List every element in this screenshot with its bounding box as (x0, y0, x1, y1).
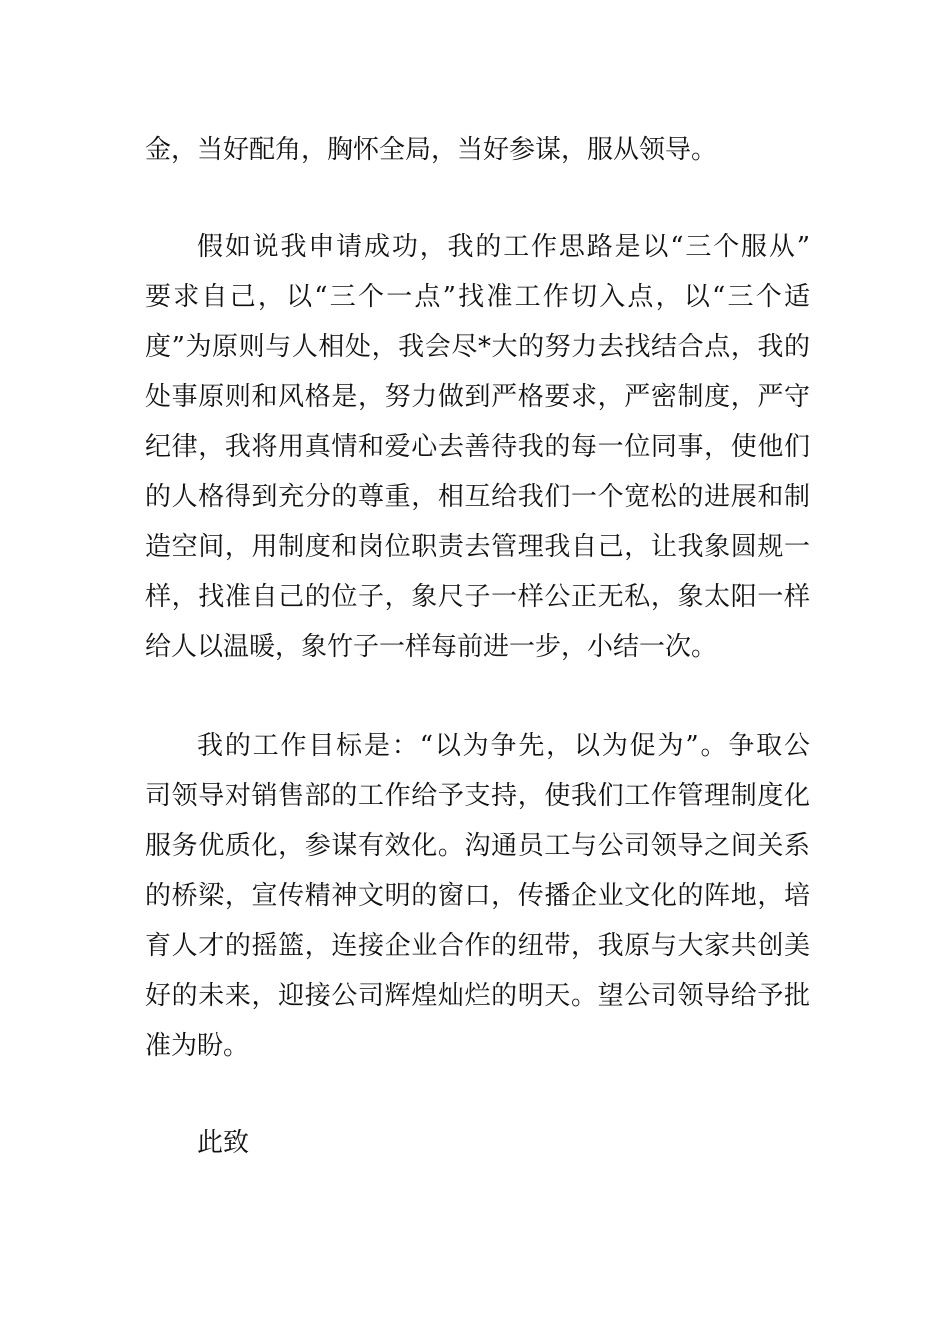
text-line: 样，找准自己的位子，象尺子一样公正无私，象太阳一样 (145, 582, 810, 612)
text-line: 服务优质化，参谋有效化。沟通员工与公司领导之间关系 (145, 831, 810, 861)
text-line: 处事原则和风格是，努力做到严格要求，严密制度，严守 (145, 382, 810, 412)
text-line: 纪律，我将用真情和爱心去善待我的每一位同事，使他们 (145, 432, 810, 462)
text-line: 造空间，用制度和岗位职责去管理我自己，让我象圆规一 (145, 532, 810, 562)
text-line: 度”为原则与人相处，我会尽*大的努力去找结合点，我的 (145, 332, 810, 362)
text-line: 育人才的摇篮，连接企业合作的纽带，我原与大家共创美 (145, 931, 810, 961)
text-line: 我的工作目标是：“以为争先，以为促为”。争取公 (197, 731, 810, 761)
closing-text: 此致 (197, 1128, 250, 1158)
text-line: 假如说我申请成功，我的工作思路是以“三个服从” (197, 232, 810, 262)
text-line: 的人格得到充分的尊重，相互给我们一个宽松的进展和制 (145, 482, 810, 512)
text-line: 的桥梁，宣传精神文明的窗口，传播企业文化的阵地，培 (145, 881, 810, 911)
text-line: 金，当好配角，胸怀全局，当好参谋，服从领导。 (145, 135, 718, 165)
text-line: 给人以温暖，象竹子一样每前进一步，小结一次。 (145, 632, 718, 662)
text-line: 司领导对销售部的工作给予支持，使我们工作管理制度化 (145, 781, 810, 811)
text-line: 要求自己，以“三个一点”找准工作切入点，以“三个适 (145, 282, 810, 312)
text-line: 准为盼。 (145, 1031, 250, 1061)
text-line: 好的未来，迎接公司辉煌灿烂的明天。望公司领导给予批 (145, 981, 810, 1011)
